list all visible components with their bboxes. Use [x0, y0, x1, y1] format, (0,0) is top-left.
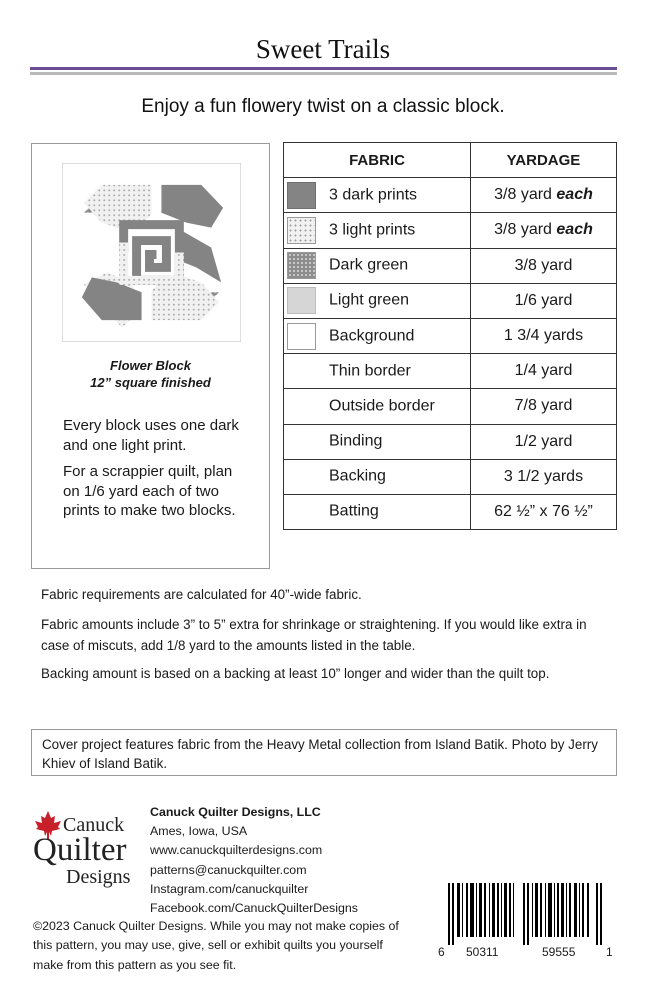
yardage-value: 3 1/2 yards: [471, 459, 617, 494]
fabric-column-header: FABRIC: [284, 143, 471, 178]
table-row: [284, 459, 617, 494]
yardage-emphasis: each: [556, 186, 593, 204]
yardage-value: 62 ½” x 76 ½”: [471, 494, 617, 529]
table-row: [284, 283, 617, 318]
table-row: [284, 248, 617, 283]
copyright-notice: ©2023 Canuck Quilter Designs. While you may not make copies of this pattern, you may use, give, sell or exhibit quilts you yourself make from this pattern as you see fit.: [33, 919, 399, 972]
yardage-value: 3/8 yard: [494, 186, 552, 204]
yardage-value: 3/8 yard: [494, 221, 552, 239]
fabric-name: Binding: [329, 432, 383, 450]
light-print-swatch: [287, 217, 316, 244]
fabric-name: Thin border: [329, 362, 411, 380]
table-row: [284, 494, 617, 529]
fabric-name: Dark green: [329, 256, 409, 274]
website-link[interactable]: www.canuckquilterdesigns.com: [150, 843, 323, 858]
note-backing: Backing amount is based on a backing at least 10” longer and wider than the quilt top.: [41, 666, 550, 681]
yardage-value: 3/8 yard: [471, 248, 617, 283]
block-caption-line2: 12” square finished: [90, 375, 211, 390]
yardage-value: 1/4 yard: [471, 354, 617, 389]
fabric-name: Batting: [329, 502, 379, 520]
yardage-emphasis: each: [556, 221, 593, 239]
block-caption: [32, 357, 269, 391]
email-link[interactable]: patterns@canuckquilter.com: [150, 862, 307, 877]
block-caption-line1: Flower Block: [110, 358, 191, 373]
dark-print-swatch: [287, 182, 316, 209]
flower-block-diagram: [62, 163, 241, 342]
table-row: [284, 213, 617, 248]
yardage-value: 1/6 yard: [471, 283, 617, 318]
fabric-name: Background: [329, 327, 415, 345]
company-location: Ames, Iowa, USA: [150, 824, 248, 839]
facebook-link[interactable]: Facebook.com/CanuckQuilterDesigns: [150, 901, 358, 916]
yardage-value: 1/2 yard: [471, 424, 617, 459]
barcode-digit-prefix: 6: [438, 945, 445, 959]
yardage-column-header: YARDAGE: [471, 143, 617, 178]
title-rule-gray: [30, 72, 617, 75]
fabric-requirements-table: [283, 142, 617, 530]
table-row: [284, 178, 617, 213]
fabric-name: 3 dark prints: [329, 186, 418, 204]
company-logo: [33, 810, 143, 890]
upc-barcode: [438, 883, 614, 963]
background-swatch: [287, 323, 316, 350]
fabric-name: Outside border: [329, 397, 435, 415]
logo-line-designs: Designs: [66, 866, 131, 888]
barcode-bars: [446, 883, 606, 945]
fabric-name: Backing: [329, 467, 386, 485]
barcode-digits-right: 59555: [542, 945, 576, 959]
note-fabric-width: Fabric requirements are calculated for 40”-wide fabric.: [41, 587, 362, 602]
company-name: Canuck Quilter Designs, LLC: [150, 805, 321, 819]
light-green-swatch: [287, 287, 316, 314]
pattern-subtitle: Enjoy a fun flowery twist on a classic block.: [141, 96, 505, 117]
table-row: [284, 354, 617, 389]
instagram-link[interactable]: Instagram.com/canuckquilter: [150, 881, 309, 896]
barcode-digit-check: 1: [606, 945, 613, 959]
table-row: [284, 389, 617, 424]
pattern-title: Sweet Trails: [255, 34, 391, 64]
barcode-digits-left: 50311: [466, 945, 499, 959]
logo-line-quilter: Quilter: [33, 832, 127, 868]
logo-line-canuck: Canuck: [63, 814, 125, 836]
cover-credit-box: Cover project features fabric from the Heavy Metal collection from Island Batik. Photo by Jerry Khiev of Island Batik.: [31, 729, 617, 776]
block-diagram-panel: [31, 143, 270, 569]
contact-info: [150, 803, 358, 918]
block-note-one: Every block uses one dark and one light print.: [63, 417, 239, 454]
yardage-value: 7/8 yard: [471, 389, 617, 424]
table-header-row: [284, 143, 617, 178]
table-row: [284, 424, 617, 459]
title-rule-purple: [30, 67, 617, 70]
fabric-name: Light green: [329, 291, 410, 309]
yardage-value: 1 3/4 yards: [471, 318, 617, 353]
note-fabric-extra: Fabric amounts include 3” to 5” extra for shrinkage or straightening. If you would like extra in case of miscuts, add 1/8 yard to the amounts listed in the table.: [41, 617, 587, 653]
block-note-two: For a scrappier quilt, plan on 1/6 yard each of two prints to make two blocks.: [63, 463, 236, 519]
fabric-name: 3 light prints: [329, 221, 416, 239]
table-row: [284, 318, 617, 353]
dark-green-swatch: [287, 252, 316, 279]
